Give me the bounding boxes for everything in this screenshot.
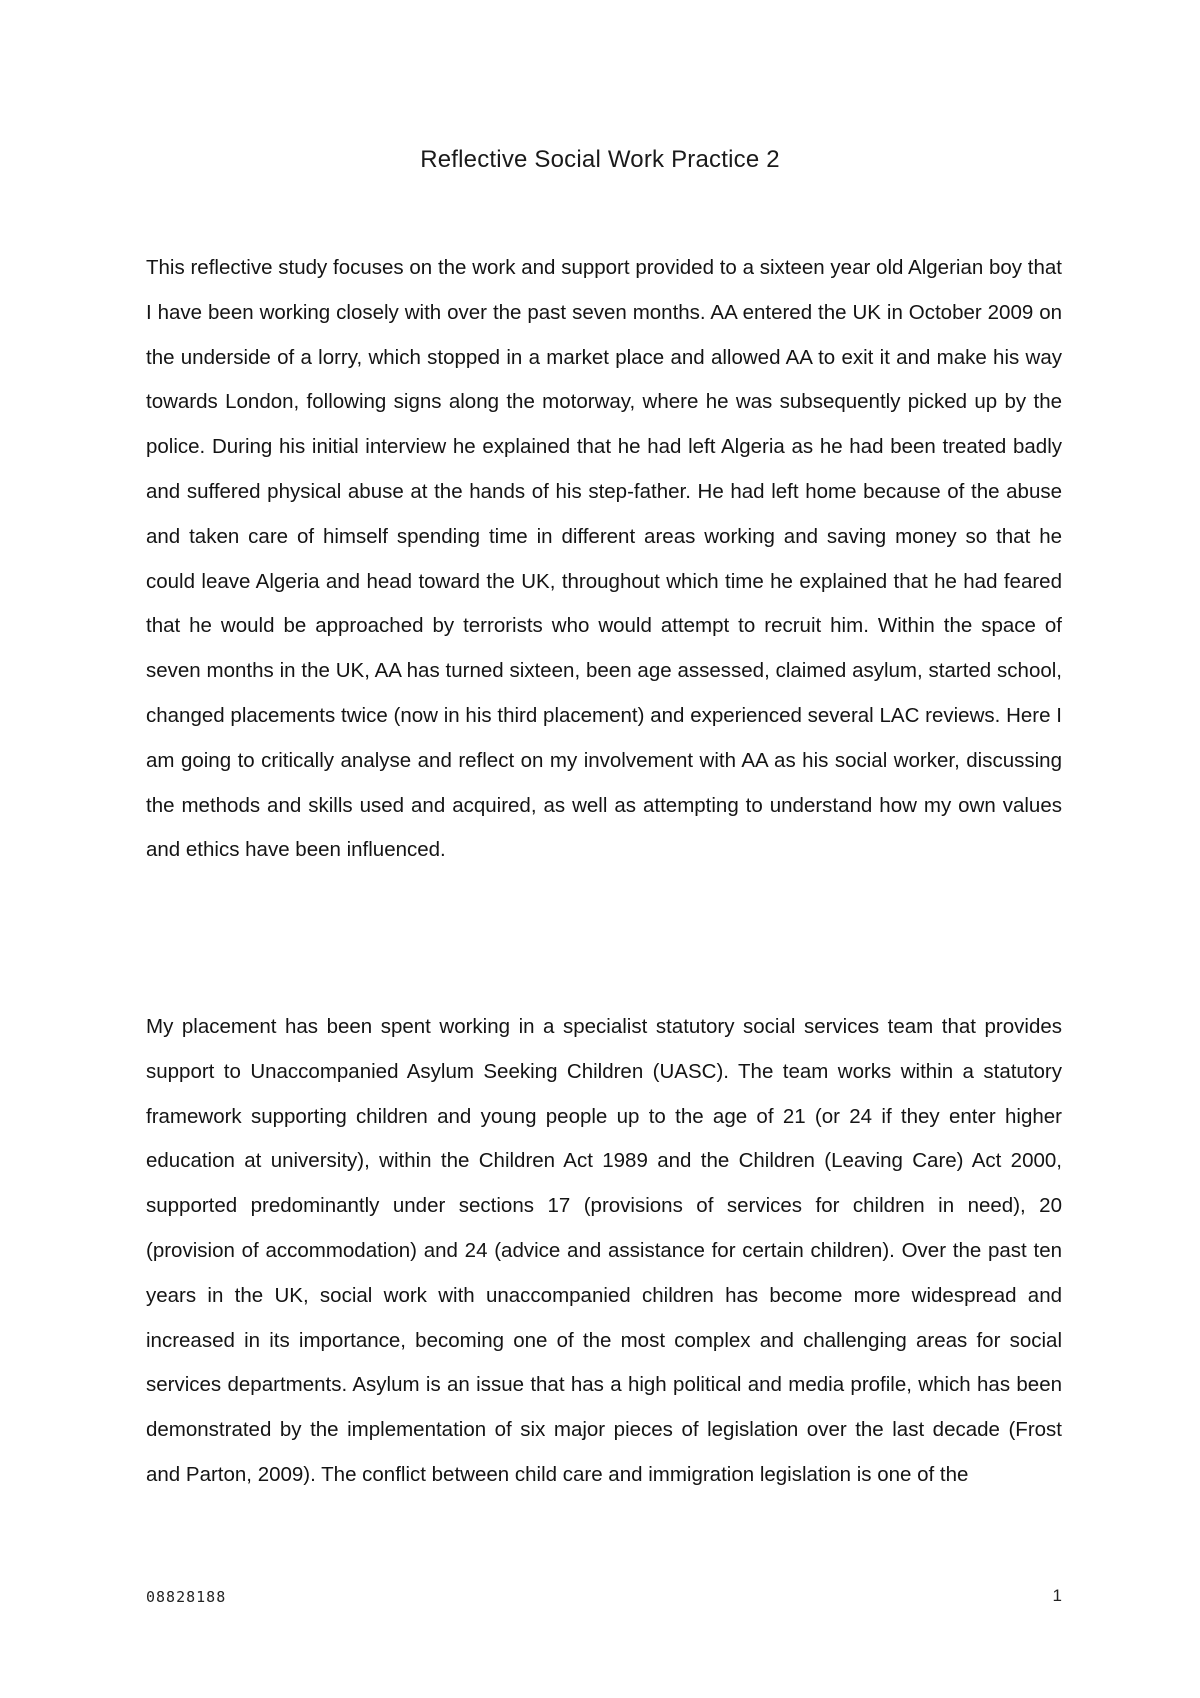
paragraph-introduction: This reflective study focuses on the work and support provided to a sixteen year old Algerian boy that I have been working closely with over the past seven months. AA entered the UK in October 2009 on the underside of a lorry, which stopped in a market place and allowed AA to exit it and make his way towards London, following signs along the motorway, where he was subsequently picked up by the police. During his initial interview he explained that he had left Algeria as he had been treated badly and suffered physical abuse at the hands of his step-father. He had left home because of the abuse and taken care of himself spending time in different areas working and saving money so that he could leave Algeria and head toward the UK, throughout which time he explained that he had feared that he would be approached by terrorists who would attempt to recruit him. Within the space of seven months in the UK, AA has turned sixteen, been age assessed, claimed asylum, started school, changed placements twice (now in his third placement) and experienced several LAC reviews. Here I am going to critically analyse and reflect on my involvement with AA as his social worker, discussing the methods and skills used and acquired, as well as attempting to understand how my own values and ethics have been influenced. bbox=[146, 256, 1062, 862]
paragraph-placement-context: My placement has been spent working in a specialist statutory social services team that provides support to Unaccompanied Asylum Seeking Children (UASC). The team works within a statutory framework supporting children and young people up to the age of 21 (or 24 if they enter higher education at university), within the Children Act 1989 and the Children (Leaving Care) Act 2000, supported predominantly under sections 17 (provisions of services for children in need), 20 (provision of accommodation) and 24 (advice and assistance for certain children). Over the past ten years in the UK, social work with unaccompanied children has become more widespread and increased in its importance, becoming one of the most complex and challenging areas for social services departments. Asylum is an issue that has a high political and media profile, which has been demonstrated by the implementation of six major pieces of legislation over the last decade (Frost and Parton, 2009). The conflict between child care and immigration legislation is one of the bbox=[146, 1015, 1062, 1486]
footer-page-number: 1 bbox=[1052, 1586, 1062, 1605]
footer-student-id: 08828188 bbox=[146, 1588, 227, 1606]
document-title: Reflective Social Work Practice 2 bbox=[420, 146, 780, 173]
